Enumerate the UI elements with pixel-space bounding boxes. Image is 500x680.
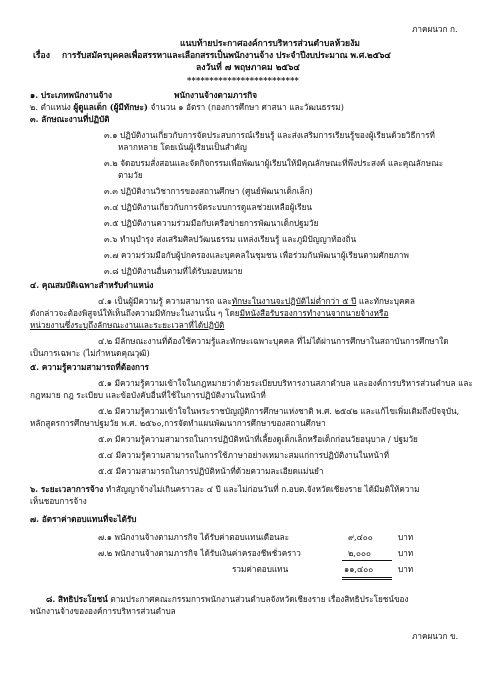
total-double-rule [342,577,392,578]
s7-row-label: ๗.๒ พนักงานจ้างตามภารกิจ ได้รับเงินค่าครองชีพชั่วคราว [98,548,301,558]
s7-total-label: รวมค่าตอบแทน [232,564,289,574]
s7-row-unit: บาท [398,532,414,542]
s7-total-amount: ๑๑,๔๐๐ [344,564,374,574]
s2-prefix: ๒. ตำแหน่ง [30,102,71,112]
s5-line: ๕.๒ มีความรู้ความเข้าใจในพระราชบัญญัติการศึกษาแห่งชาติ พ.ศ. ๒๕๔๒ และแก้ไขเพิ่มเติมถึงปัจจุบัน, [98,406,460,416]
s6-line2: เห็นชอบการจ้าง [30,496,87,506]
s5-line: ๕.๕ มีความสามารถในการปฏิบัติหน้าที่ด้วยความละเอียดแม่นยำ [98,466,324,476]
s5-line: ๕.๓ มีความรู้ความสามารถในการปฏิบัติหน้าที่เลี้ยงดูเด็กเล็กหรือเด็กก่อนวัยอนุบาล / ปฐมวัย [98,434,418,444]
separator-stars: ************************* [187,75,300,85]
s7-row-unit: บาท [398,548,414,558]
s3-item: ๓.๑ ปฏิบัติงานเกี่ยวกับการจัดประสบการณ์เรียนรู้ และส่งเสริมการเรียนรู้ของผู้เรียนด้วยวิธีการที่ [104,130,435,140]
s2-position: ผู้ดูแลเด็ก (ผู้มีทักษะ) [73,102,148,112]
s4-p1-line2 [30,308,388,319]
s1-label: ๑. ประเภทพนักงานจ้าง [30,90,113,100]
s5-line: กฎหมาย กฎ ระเบียบ และข้อบังคับอื่นที่ใช้ในการปฏิบัติงานในหน้าที่ [30,390,266,400]
annex-label-top: ภาคผนวก ก. [412,24,458,34]
s7-row-amount: ๒,๐๐๐ [348,548,371,558]
subject-label: เรื่อง [33,51,50,61]
s3-item: ๓.๗ ความร่วมมือกับผู้ปกครองและบุคคลในชุมชน เพื่อร่วมกันพัฒนาผู้เรียนตามศักยภาพ [104,250,409,260]
s4-p1-text-end: และทักษะบุคคล [358,296,415,306]
s3-item: หลากหลาย โดยเน้นผู้เรียนเป็นสำคัญ [118,142,247,152]
s4-p1-underlined: ทักษะในงานจะปฏิบัติไม่ต่ำกว่า ๕ ปี [231,296,357,306]
s3-label: ๓. ลักษณะงานที่ปฏิบัติ [30,114,110,124]
s4-p2-line1: ๔.๒ มีลักษณะงานที่ต้องใช้ความรู้และทักษะเฉพาะบุคคล ที่ไม่ได้ผ่านการศึกษาในสถาบันการศึกษาใด [98,336,449,346]
s8-text: ตามประกาศคณะกรรมการพนักงานส่วนตำบลจังหวัดเชียงราย เรื่องสิทธิประโยชน์ของ [110,594,409,604]
s6-text: ทำสัญญาจ้างไม่เกินคราวละ ๔ ปี และไม่ก่อนวันที่ ก.อบต.จังหวัดเชียงราย ได้มีมติให้ความ [105,484,420,494]
s7-total-unit: บาท [398,564,414,574]
total-rule [342,560,392,561]
s3-item: ๓.๖ ทำนุบำรุง ส่งเสริมศิลปวัฒนธรรม แหล่งเรียนรู้ และภูมิปัญญาท้องถิ่น [104,234,357,244]
s1-value: พนักงานจ้างตามภารกิจ [174,90,257,100]
s5-label: ๕. ความรู้ความสามารถที่ต้องการ [30,362,149,372]
s7-label: ๗. อัตราค่าตอบแทนที่จะได้รับ [30,514,137,524]
s5-line: ๕.๔ มีความรู้ความสามารถในการใช้ภาษาอย่างเหมาะสมแก่การปฏิบัติงานในหน้าที่ [98,450,390,460]
s4-p1-line1 [98,296,415,307]
subject-text: การรับสมัครบุคคลเพื่อสรรหาและเลือกสรรเป็นพนักงานจ้าง ประจำปีงบประมาณ พ.ศ.๒๕๖๔ [62,51,391,61]
s4-label: ๔. คุณสมบัติเฉพาะสำหรับตำแหน่ง [30,280,154,290]
s8-line1 [46,594,408,605]
s6-line1 [30,484,419,495]
s4-p1-text: ๔.๑ เป็นผู้มีความรู้ ความสามารถ และ [98,296,232,306]
document-date: ลงวันที่ ๗ พฤษภาคม ๒๕๖๔ [196,63,300,73]
s2-line [30,102,344,113]
header-line1: แนบท้ายประกาศองค์การบริหารส่วนตำบลห้วยงัม [180,39,360,49]
s4-p1-underlined: มีหนังสือรับรองการทำงานจากนายจ้างหรือ [239,308,389,318]
s3-item: ตามวัย [118,170,143,180]
annex-label-bottom: ภาคผนวก ข. [412,631,459,641]
s5-line: ๕.๑ มีความรู้ความเข้าใจในกฎหมายว่าด้วยระเบียบบริหารงานสภาตำบล และองค์การบริหารส่วนตำบล และ [98,378,473,388]
s8-label: ๘. สิทธิประโยชน์ [46,594,108,604]
s2-rest: จำนวน ๑ อัตรา (กองการศึกษา ศาสนา และวัฒนธรรม) [150,102,344,112]
s3-item: ๓.๔ ปฏิบัติงานเกี่ยวกับการจัดระบบการดูแลช่วยเหลือผู้เรียน [104,202,312,212]
s7-row-label: ๗.๑ พนักงานจ้างตามภารกิจ ได้รับค่าตอบแทนเดือนละ [98,532,290,542]
s4-p1-text: ดังกล่าวจะต้องพิสูจน์ให้เห็นถึงความมีทักษะในงานนั้น ๆ โดย [30,308,240,318]
s4-p1-line3: หน่วยงานซึ่งระบุถึงลักษณะงานและระยะเวลาที่ได้ปฏิบัติ [30,320,225,330]
s5-line: หลักสูตรการศึกษาปฐมวัย พ.ศ. ๒๕๖๐,การจัดทำแผนพัฒนาการศึกษาของสถานศึกษา [30,418,326,428]
s3-item: ๓.๒ จัดอบรมสั่งสอนและจัดกิจกรรมเพื่อพัฒนาผู้เรียนให้มีคุณลักษณะที่พึงประสงค์ และคุณลักษณะ [104,158,444,168]
s3-item: ๓.๓ ปฏิบัติงานวิชาการของสถานศึกษา (ศูนย์พัฒนาเด็กเล็ก) [104,186,313,196]
s8-line2: พนักงานจ้างขององค์การบริหารส่วนตำบล [30,606,176,616]
s4-p2-line2: เป็นการเฉพาะ (ไม่กำหนดคุณวุฒิ) [30,348,150,358]
s6-label: ๖. ระยะเวลาการจ้าง [30,484,104,494]
s3-item: ๓.๕ ปฏิบัติงานความร่วมมือกับเครือข่ายการพัฒนาเด็กปฐมวัย [104,218,319,228]
s7-row-amount: ๙,๔๐๐ [348,532,373,542]
total-double-rule [342,579,392,580]
s3-item: ๓.๘ ปฏิบัติงานอื่นตามที่ได้รับมอบหมาย [104,266,243,276]
